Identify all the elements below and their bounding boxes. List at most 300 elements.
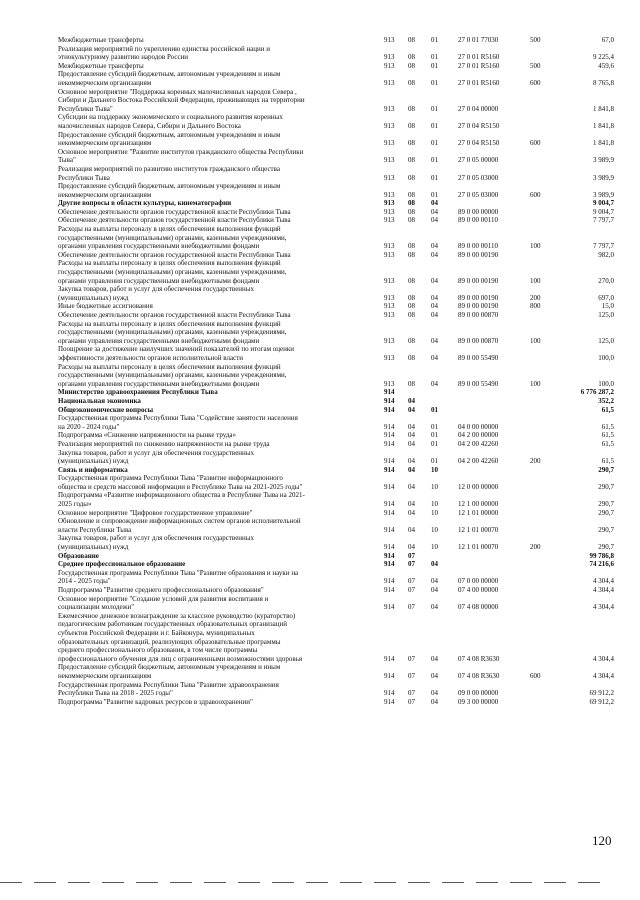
row-grbs: 914 xyxy=(384,457,395,466)
row-target-article: 07 4 08 R3630 xyxy=(458,654,500,663)
row-target-article: 89 0 00 00870 xyxy=(458,311,499,319)
row-subsection: 10 xyxy=(431,465,438,474)
row-target-article: 04 2 00 00000 xyxy=(458,431,499,440)
row-sum: 61,5 xyxy=(601,457,614,466)
row-target-article: 12 1 00 00000 xyxy=(458,500,499,509)
row-subsection: 04 xyxy=(431,250,438,259)
table-row xyxy=(58,491,618,508)
row-name: Основное мероприятие "Развитие институтов гражданского общества Республики Тыва" xyxy=(58,147,304,165)
row-section: 04 xyxy=(408,396,415,405)
row-sum: 7 797,7 xyxy=(593,216,614,225)
row-target-article: 27 0 04 00000 xyxy=(458,104,499,113)
row-subsection: 04 xyxy=(431,586,438,594)
row-expense-type: 500 xyxy=(530,36,541,44)
row-subsection: 10 xyxy=(431,525,438,534)
row-name: Общеэкономические вопросы xyxy=(58,405,154,414)
table-row xyxy=(58,285,618,302)
row-subsection: 04 xyxy=(431,654,438,663)
row-grbs: 913 xyxy=(384,336,395,345)
table-row xyxy=(58,88,618,114)
row-section: 08 xyxy=(408,353,415,362)
row-sum: 9 225,4 xyxy=(593,53,614,62)
row-subsection: 01 xyxy=(431,156,438,165)
row-subsection: 10 xyxy=(431,500,438,509)
row-sum: 1 841,8 xyxy=(593,139,614,148)
row-section: 04 xyxy=(408,431,415,440)
row-grbs: 914 xyxy=(384,586,395,594)
row-sum: 4 304,4 xyxy=(593,586,614,594)
table-row xyxy=(58,406,618,415)
row-section: 08 xyxy=(408,242,415,251)
table-row xyxy=(58,363,618,389)
row-sum: 697,0 xyxy=(598,293,614,302)
row-section: 08 xyxy=(408,311,415,319)
row-sum: 270,0 xyxy=(598,276,614,285)
row-grbs: 913 xyxy=(384,156,395,165)
table-row xyxy=(58,552,618,561)
row-name: Реализация мероприятий по развитию институтов гражданского общества Республики Тыва xyxy=(58,164,280,182)
row-subsection: 04 xyxy=(431,336,438,345)
row-subsection: 10 xyxy=(431,482,438,491)
row-section: 08 xyxy=(408,121,415,130)
page-number: 120 xyxy=(592,833,612,848)
row-sum: 290,7 xyxy=(598,525,614,534)
row-target-article: 04 2 00 42260 xyxy=(458,439,499,448)
row-grbs: 914 xyxy=(384,577,395,586)
row-expense-type: 600 xyxy=(530,671,541,680)
table-row xyxy=(58,397,618,406)
row-target-article: 89 0 00 00190 xyxy=(458,293,499,302)
row-subsection: 04 xyxy=(431,302,438,311)
row-sum: 290,7 xyxy=(598,508,614,517)
row-grbs: 913 xyxy=(384,36,395,44)
row-name: Расходы на выплаты персоналу в целях обеспечения выполнения функций государственными (муниципальными) органами, казенными учреждениями, органами управления государственными внебюджетными фондами xyxy=(58,225,287,251)
row-target-article: 89 0 00 55490 xyxy=(458,379,499,388)
table-row xyxy=(58,595,618,612)
row-sum: 7 797,7 xyxy=(593,242,614,251)
table-row xyxy=(58,70,618,87)
row-name: Реализация мероприятий по снижению напряженности на рынке труда xyxy=(58,439,270,448)
row-grbs: 913 xyxy=(384,250,395,259)
row-sum: 4 304,4 xyxy=(593,577,614,586)
row-target-article: 04 2 00 42260 xyxy=(458,457,499,466)
row-grbs: 913 xyxy=(384,379,395,388)
row-sum: 6 776 287,2 xyxy=(580,388,614,397)
row-name: Межбюджетные трансферты xyxy=(58,61,144,70)
row-section: 08 xyxy=(408,36,415,44)
row-expense-type: 600 xyxy=(530,190,541,199)
row-expense-type: 100 xyxy=(530,242,541,251)
row-sum: 3 989,9 xyxy=(593,173,614,182)
row-subsection: 01 xyxy=(431,36,438,44)
table-row xyxy=(58,302,618,311)
row-grbs: 913 xyxy=(384,302,395,311)
row-name: Основное мероприятие "Поддержка коренных малочисленных народов Севера , Сибири и Дальнего Востока Российской Федерации, проживающих на территории Республики Тыва" xyxy=(58,87,305,113)
table-row xyxy=(58,225,618,251)
row-target-article: 89 0 00 00190 xyxy=(458,276,499,285)
table-row xyxy=(58,251,618,260)
row-subsection: 04 xyxy=(431,577,438,586)
table-row xyxy=(58,62,618,71)
row-name: Министерство здравоохранения Республики Тыва xyxy=(58,388,218,397)
row-name: Государственная программа Республики Тыва "Развитие информационного общества и средств массовой информации в Республике Тыва на 2021-2025 годы" xyxy=(58,474,303,491)
row-grbs: 913 xyxy=(384,311,395,319)
row-sum: 290,7 xyxy=(598,465,614,474)
row-grbs: 913 xyxy=(384,207,395,216)
row-section: 07 xyxy=(408,603,415,612)
row-target-article: 27 0 04 R5150 xyxy=(458,139,500,148)
row-section: 08 xyxy=(408,78,415,87)
table-row xyxy=(58,681,618,698)
row-section: 08 xyxy=(408,61,415,70)
row-section: 07 xyxy=(408,671,415,680)
row-target-article: 89 0 00 00190 xyxy=(458,302,499,311)
row-grbs: 914 xyxy=(384,525,395,534)
row-target-article: 89 0 00 00110 xyxy=(458,216,498,225)
row-section: 08 xyxy=(408,156,415,165)
table-row xyxy=(58,449,618,466)
table-row xyxy=(58,113,618,130)
row-sum: 9 004,7 xyxy=(593,207,614,216)
row-grbs: 914 xyxy=(384,500,395,509)
row-target-article: 27 0 05 03000 xyxy=(458,173,499,182)
table-row xyxy=(58,569,618,586)
row-name: Поощрение за достижение наилучших значений показателей по итогам оценки эффективности деятельности органов исполнительной власти xyxy=(58,345,295,362)
row-sum: 61,5 xyxy=(601,439,614,448)
row-subsection: 04 xyxy=(431,671,438,680)
table-row xyxy=(58,440,618,449)
row-subsection: 01 xyxy=(431,173,438,182)
row-name: Основное мероприятие "Цифровое государственное управление" xyxy=(58,508,253,517)
row-sum: 74 216,6 xyxy=(589,560,614,569)
row-subsection: 04 xyxy=(431,379,438,388)
row-section: 04 xyxy=(408,465,415,474)
row-section: 08 xyxy=(408,53,415,62)
row-section: 04 xyxy=(408,508,415,517)
row-name: Обеспечение деятельности органов государственной власти Республики Тыва xyxy=(58,207,291,216)
row-target-article: 07 4 08 R3630 xyxy=(458,671,500,680)
row-name: Обеспечение деятельности органов государственной власти Республики Тыва xyxy=(58,216,291,225)
row-subsection: 01 xyxy=(431,439,438,448)
row-grbs: 913 xyxy=(384,78,395,87)
row-name: Расходы на выплаты персоналу в целях обеспечения выполнения функций государственными (муниципальными) органами, казенными учреждениями, органами управления государственными внебюджетными фондами xyxy=(58,362,287,388)
row-grbs: 913 xyxy=(384,53,395,62)
row-target-article: 27 0 01 R5160 xyxy=(458,78,500,87)
table-row xyxy=(58,345,618,362)
row-grbs: 914 xyxy=(384,482,395,491)
row-sum: 99 786,8 xyxy=(589,551,614,560)
row-section: 08 xyxy=(408,104,415,113)
row-name: Расходы на выплаты персоналу в целях обеспечения выполнения функций государственными (муниципальными) органами, казенными учреждениями, органами управления государственными внебюджетными фондами xyxy=(58,319,287,345)
row-target-article: 07 0 00 00000 xyxy=(458,577,499,586)
row-expense-type: 600 xyxy=(530,78,541,87)
row-section: 08 xyxy=(408,216,415,225)
row-section: 07 xyxy=(408,586,415,594)
row-grbs: 914 xyxy=(384,689,395,698)
row-name: Расходы на выплаты персоналу в целях обеспечения выполнения функций государственными (муниципальными) органами, казенными учреждениями, органами управления государственными внебюджетными фондами xyxy=(58,259,287,285)
row-grbs: 913 xyxy=(384,121,395,130)
row-target-article: 12 1 01 00070 xyxy=(458,543,499,552)
row-subsection: 01 xyxy=(431,431,438,440)
row-sum: 4 304,4 xyxy=(593,603,614,612)
table-row xyxy=(58,148,618,165)
table-row xyxy=(58,466,618,475)
table-row xyxy=(58,698,618,707)
row-name: Предоставление субсидий бюджетным, автономным учреждениям и иным некоммерческим организациям xyxy=(58,663,281,680)
row-section: 08 xyxy=(408,336,415,345)
row-sum: 982,0 xyxy=(598,250,614,259)
row-subsection: 01 xyxy=(431,422,438,431)
row-sum: 67,0 xyxy=(601,36,614,44)
row-section: 08 xyxy=(408,276,415,285)
table-row xyxy=(58,388,618,397)
row-target-article: 12 1 01 00000 xyxy=(458,508,499,517)
row-subsection: 04 xyxy=(431,311,438,319)
row-grbs: 914 xyxy=(384,431,395,440)
row-target-article: 27 0 04 R5150 xyxy=(458,121,500,130)
row-name: Субсидии на поддержку экономического и социального развития коренных малочисленных народов Севера, Сибири и Дальнего Востока xyxy=(58,113,283,130)
row-sum: 459,6 xyxy=(598,61,614,70)
row-expense-type: 200 xyxy=(530,543,541,552)
row-sum: 15,0 xyxy=(601,302,614,311)
row-subsection: 04 xyxy=(431,353,438,362)
table-row xyxy=(58,36,618,45)
row-target-article: 12 1 01 00070 xyxy=(458,525,499,534)
row-name: Основное мероприятие "Создание условий для развития воспитания и социализации молодежи" xyxy=(58,594,269,612)
row-section: 04 xyxy=(408,457,415,466)
row-name: Подпрограмма «Снижение напряженности на рынке труда» xyxy=(58,431,236,440)
row-grbs: 914 xyxy=(384,388,395,397)
row-subsection: 01 xyxy=(431,53,438,62)
row-name: Другие вопросы в области культуры, кинематографии xyxy=(58,199,232,208)
row-sum: 4 304,4 xyxy=(593,654,614,663)
row-grbs: 914 xyxy=(384,560,395,569)
row-sum: 290,7 xyxy=(598,500,614,509)
row-target-article: 09 3 00 00000 xyxy=(458,697,499,706)
row-subsection: 01 xyxy=(431,405,438,414)
row-target-article: 89 0 00 00190 xyxy=(458,250,499,259)
row-name: Государственная программа Республики Тыва "Содействие занятости населения на 2020 - 2024 годы" xyxy=(58,414,298,431)
row-section: 04 xyxy=(408,482,415,491)
row-section: 08 xyxy=(408,190,415,199)
row-target-article: 27 0 05 03000 xyxy=(458,190,499,199)
row-sum: 290,7 xyxy=(598,543,614,552)
table-row xyxy=(58,586,618,595)
row-sum: 352,2 xyxy=(598,396,614,405)
row-subsection: 04 xyxy=(431,207,438,216)
row-grbs: 914 xyxy=(384,697,395,706)
table-row xyxy=(58,259,618,285)
row-name: Подпрограмма "Развитие кадровых ресурсов в здравоохранении" xyxy=(58,697,253,706)
row-sum: 69 912,2 xyxy=(589,697,614,706)
table-row xyxy=(58,131,618,148)
row-grbs: 914 xyxy=(384,396,395,405)
row-grbs: 913 xyxy=(384,61,395,70)
row-grbs: 914 xyxy=(384,422,395,431)
row-name: Ежемесячное денежное вознаграждение за классное руководство (кураторство) педагогическим работникам государственных образовательных организаций субъектов Российской Федерации и г. Байконура, муниципальных образовательных организаций, реализующих образовательные программы среднего профессионального образования, в том числе программы профессионального обучения для лиц с ограниченными возможностями здоровья xyxy=(58,611,303,663)
row-subsection: 04 xyxy=(431,689,438,698)
row-subsection: 10 xyxy=(431,508,438,517)
row-section: 04 xyxy=(408,525,415,534)
table-row xyxy=(58,199,618,208)
table-row xyxy=(58,431,618,440)
row-grbs: 914 xyxy=(384,543,395,552)
row-grbs: 913 xyxy=(384,276,395,285)
table-row xyxy=(58,474,618,491)
row-expense-type: 800 xyxy=(530,302,541,311)
row-name: Подпрограмма «Развитие информационного общества в Республике Тыва на 2021- 2025 годы» xyxy=(58,491,305,509)
row-grbs: 914 xyxy=(384,603,395,612)
row-section: 07 xyxy=(408,689,415,698)
row-section: 08 xyxy=(408,293,415,302)
row-sum: 100,0 xyxy=(598,379,614,388)
table-row xyxy=(58,208,618,217)
row-sum: 125,0 xyxy=(598,311,614,319)
row-name: Закупка товаров, работ и услуг для обеспечения государственных (муниципальных) нужд xyxy=(58,448,255,466)
row-expense-type: 200 xyxy=(530,457,541,466)
table-row xyxy=(58,320,618,346)
row-section: 04 xyxy=(408,500,415,509)
row-section: 08 xyxy=(408,139,415,148)
row-sum: 61,5 xyxy=(601,422,614,431)
row-section: 08 xyxy=(408,207,415,216)
row-section: 07 xyxy=(408,560,415,569)
row-grbs: 913 xyxy=(384,216,395,225)
row-expense-type: 100 xyxy=(530,379,541,388)
row-subsection: 04 xyxy=(431,242,438,251)
budget-table xyxy=(58,36,618,706)
row-subsection: 01 xyxy=(431,61,438,70)
row-grbs: 914 xyxy=(384,405,395,414)
table-row xyxy=(58,517,618,534)
row-sum: 9 004,7 xyxy=(593,199,614,208)
row-section: 07 xyxy=(408,577,415,586)
footer-dash-line xyxy=(0,882,620,884)
row-name: Реализация мероприятий по укреплению единства российской нации и этнокультурному развитию народов России xyxy=(58,44,271,62)
row-name: Обеспечение деятельности органов государственной власти Республики Тыва xyxy=(58,311,291,319)
row-section: 08 xyxy=(408,379,415,388)
table-row xyxy=(58,45,618,62)
table-row xyxy=(58,509,618,518)
table-row xyxy=(58,216,618,225)
row-section: 04 xyxy=(408,543,415,552)
row-sum: 61,5 xyxy=(601,405,614,414)
table-row xyxy=(58,612,618,664)
row-expense-type: 600 xyxy=(530,139,541,148)
row-name: Обновление и сопровождение информационных систем органов исполнительной власти Республики Тыва xyxy=(58,517,301,534)
table-row xyxy=(58,560,618,569)
row-name: Подпрограмма "Развитие среднего профессионального образования" xyxy=(58,586,264,594)
row-section: 04 xyxy=(408,439,415,448)
row-subsection: 04 xyxy=(431,560,438,569)
row-sum: 100,0 xyxy=(598,353,614,362)
row-section: 04 xyxy=(408,405,415,414)
row-target-article: 07 4 00 00000 xyxy=(458,586,499,594)
row-subsection: 01 xyxy=(431,104,438,113)
row-subsection: 04 xyxy=(431,603,438,612)
row-subsection: 04 xyxy=(431,199,438,208)
row-subsection: 04 xyxy=(431,216,438,225)
row-section: 07 xyxy=(408,697,415,706)
row-subsection: 04 xyxy=(431,293,438,302)
row-target-article: 89 0 00 00110 xyxy=(458,242,498,251)
row-expense-type: 100 xyxy=(530,336,541,345)
row-section: 04 xyxy=(408,422,415,431)
row-grbs: 914 xyxy=(384,508,395,517)
row-expense-type: 100 xyxy=(530,276,541,285)
table-row xyxy=(58,414,618,431)
row-section: 07 xyxy=(408,551,415,560)
row-grbs: 913 xyxy=(384,199,395,208)
row-name: Иные бюджетные ассигнования xyxy=(58,302,153,311)
table-row xyxy=(58,534,618,551)
row-name: Государственная программа Республики Тыва "Развитие здравоохранения Республики Тыва на 2018 - 2025 годы" xyxy=(58,680,279,698)
row-subsection: 01 xyxy=(431,121,438,130)
row-name: Образование xyxy=(58,551,99,560)
row-grbs: 913 xyxy=(384,139,395,148)
row-sum: 8 765,8 xyxy=(593,78,614,87)
row-target-article: 27 0 05 00000 xyxy=(458,156,499,165)
row-grbs: 913 xyxy=(384,190,395,199)
row-grbs: 914 xyxy=(384,439,395,448)
row-name: Межбюджетные трансферты xyxy=(58,36,144,44)
row-sum: 3 989,9 xyxy=(593,190,614,199)
row-target-article: 27 0 01 R5160 xyxy=(458,61,500,70)
row-target-article: 89 0 00 00870 xyxy=(458,336,499,345)
row-grbs: 914 xyxy=(384,654,395,663)
row-target-article: 89 0 00 00000 xyxy=(458,207,499,216)
row-sum: 3 989,9 xyxy=(593,156,614,165)
row-sum: 61,5 xyxy=(601,431,614,440)
row-section: 08 xyxy=(408,173,415,182)
row-target-article: 12 0 00 00000 xyxy=(458,482,499,491)
row-section: 07 xyxy=(408,654,415,663)
row-target-article: 27 0 01 R5160 xyxy=(458,53,500,62)
row-name: Закупка товаров, работ и услуг для обеспечения государственных (муниципальных) нужд xyxy=(58,285,255,302)
table-row xyxy=(58,182,618,199)
row-name: Связь и информатика xyxy=(58,465,128,474)
row-subsection: 10 xyxy=(431,543,438,552)
row-grbs: 913 xyxy=(384,293,395,302)
table-row xyxy=(58,663,618,680)
row-name: Предоставление субсидий бюджетным, автономным учреждениям и иным некоммерческим организациям xyxy=(58,70,281,87)
row-grbs: 914 xyxy=(384,551,395,560)
row-grbs: 913 xyxy=(384,173,395,182)
row-target-article: 27 0 01 77030 xyxy=(458,36,499,44)
table-row xyxy=(58,311,618,320)
row-name: Среднее профессиональное образование xyxy=(58,560,186,569)
row-subsection: 01 xyxy=(431,78,438,87)
row-sum: 1 841,8 xyxy=(593,121,614,130)
row-name: Предоставление субсидий бюджетным, автономным учреждениям и иным некоммерческим организациям xyxy=(58,182,281,199)
row-grbs: 914 xyxy=(384,465,395,474)
row-sum: 69 912,2 xyxy=(589,689,614,698)
row-subsection: 04 xyxy=(431,697,438,706)
row-grbs: 913 xyxy=(384,242,395,251)
row-section: 08 xyxy=(408,199,415,208)
row-subsection: 01 xyxy=(431,139,438,148)
row-sum: 4 304,4 xyxy=(593,671,614,680)
row-target-article: 04 0 00 00000 xyxy=(458,422,499,431)
row-grbs: 913 xyxy=(384,353,395,362)
row-sum: 290,7 xyxy=(598,482,614,491)
row-grbs: 913 xyxy=(384,104,395,113)
row-section: 08 xyxy=(408,250,415,259)
row-section: 08 xyxy=(408,302,415,311)
row-subsection: 04 xyxy=(431,276,438,285)
row-sum: 125,0 xyxy=(598,336,614,345)
table-row xyxy=(58,165,618,182)
